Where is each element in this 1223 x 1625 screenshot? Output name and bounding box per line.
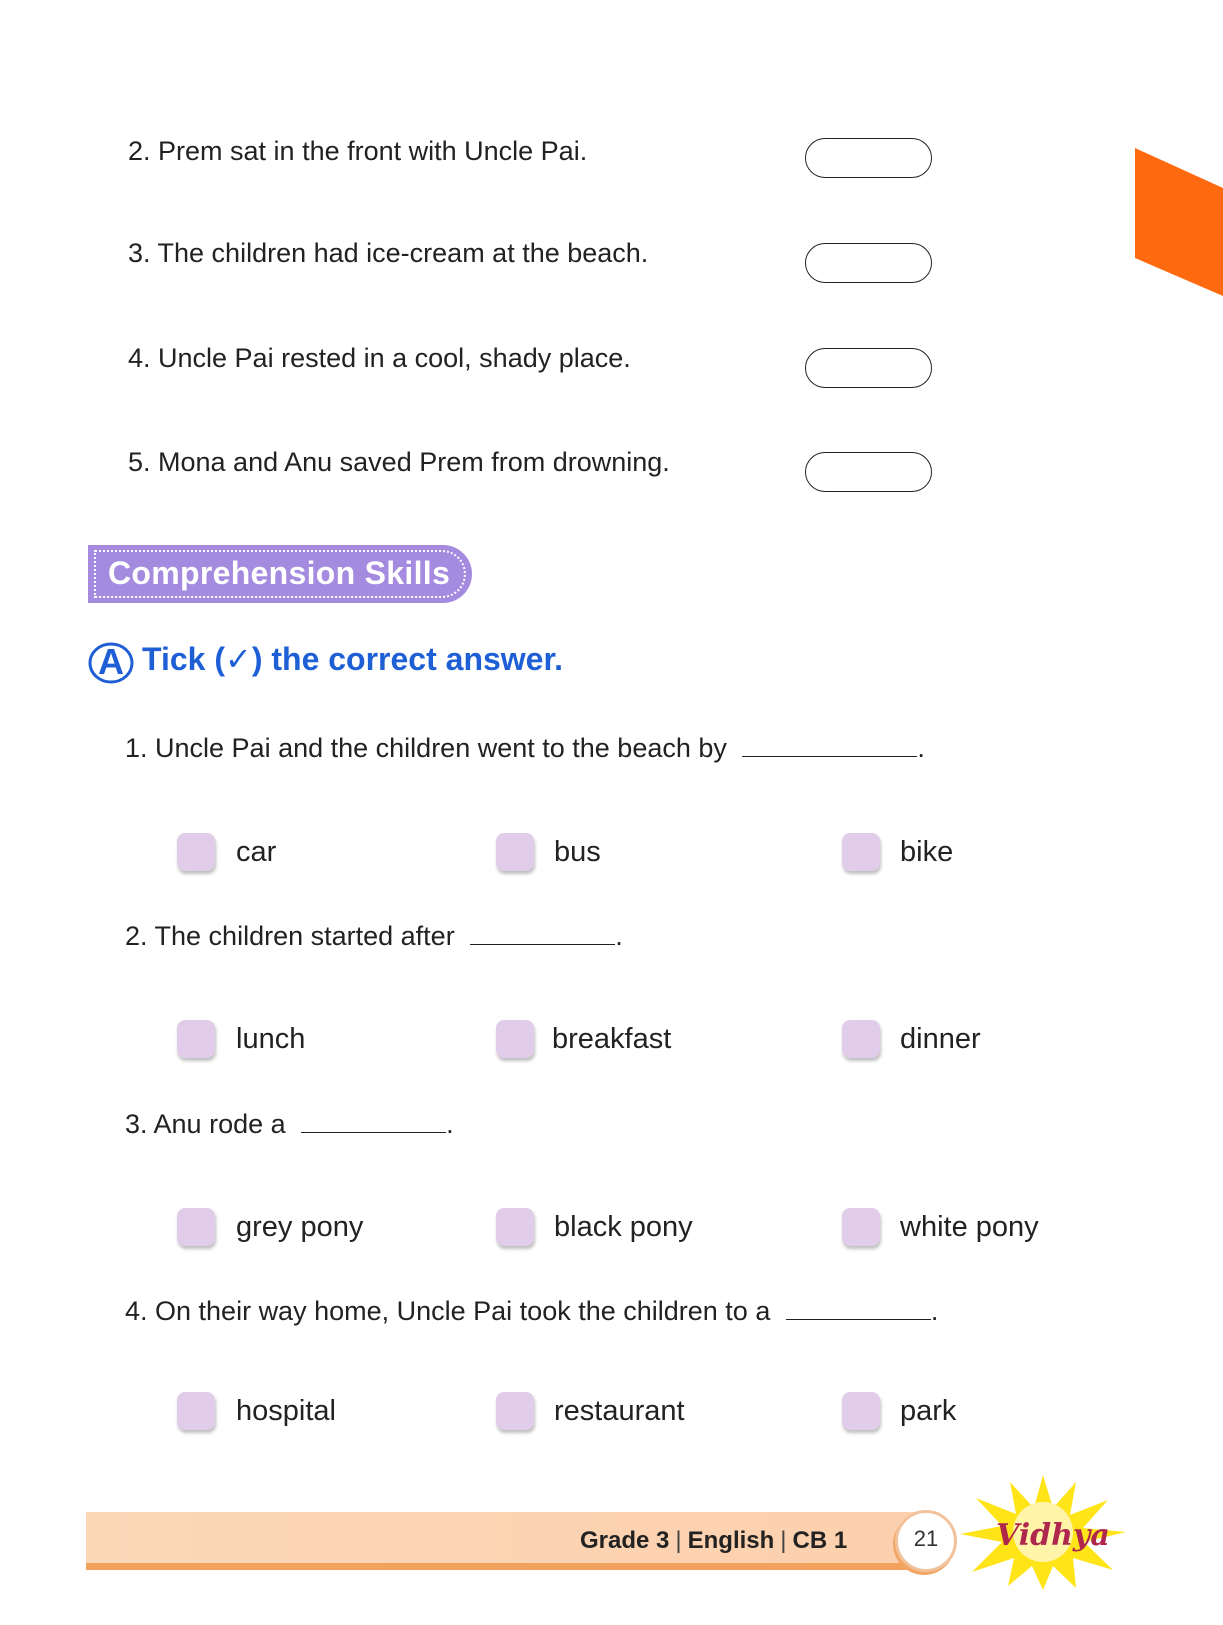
option-label: lunch [236, 1023, 306, 1055]
option-label: breakfast [552, 1023, 672, 1055]
question-2: 2. The children started after . [125, 921, 623, 951]
checkbox-restaurant[interactable] [496, 1392, 534, 1430]
statement-5: 5. Mona and Anu saved Prem from drowning. [128, 447, 670, 477]
svg-text:A: A [98, 641, 124, 682]
option-label: hospital [236, 1395, 336, 1427]
option-label: grey pony [236, 1211, 364, 1243]
checkbox-black-pony[interactable] [496, 1208, 534, 1246]
footer-subject: English [687, 1527, 775, 1554]
footer-stripe [86, 1563, 926, 1570]
checkbox-grey-pony[interactable] [177, 1208, 215, 1246]
option-label: park [900, 1395, 957, 1427]
orange-corner-tab [1135, 148, 1223, 296]
answer-blank [742, 734, 917, 757]
option-label: dinner [900, 1023, 981, 1055]
instruction-text: Tick (✓) the correct answer. [142, 641, 564, 677]
question-2-text: 2. The children started after [125, 921, 455, 951]
statement-4: 4. Uncle Pai rested in a cool, shady place. [128, 343, 631, 373]
statement-2: 2. Prem sat in the front with Uncle Pai. [128, 136, 588, 166]
question-3-text: 3. Anu rode a [125, 1109, 286, 1139]
option-label: car [236, 836, 277, 868]
option-label: bike [900, 836, 954, 868]
statement-3: 3. The children had ice-cream at the beach. [128, 238, 649, 268]
answer-box-5[interactable] [805, 452, 932, 492]
answer-blank [786, 1297, 931, 1320]
page-number-badge [895, 1510, 957, 1572]
footer-book: CB 1 [792, 1527, 848, 1554]
option-label: white pony [900, 1211, 1039, 1243]
checkbox-bus[interactable] [496, 833, 534, 871]
checkbox-hospital[interactable] [177, 1392, 215, 1430]
checkbox-breakfast[interactable] [496, 1020, 534, 1058]
page-number: 21 [913, 1526, 939, 1551]
answer-box-2[interactable] [805, 138, 932, 178]
checkbox-car[interactable] [177, 833, 215, 871]
checkbox-bike[interactable] [842, 833, 880, 871]
option-label: bus [554, 836, 601, 868]
question-1: 1. Uncle Pai and the children went to the beach by . [125, 733, 925, 763]
question-4: 4. On their way home, Uncle Pai took the children to a . [125, 1296, 939, 1326]
question-4-text: 4. On their way home, Uncle Pai took the children to a [125, 1296, 771, 1326]
answer-blank [470, 922, 615, 945]
exercise-letter-icon [88, 636, 134, 686]
footer-grade: Grade 3 [580, 1527, 670, 1554]
option-label: restaurant [554, 1395, 685, 1427]
answer-box-4[interactable] [805, 348, 932, 388]
checkbox-park[interactable] [842, 1392, 880, 1430]
answer-box-3[interactable] [805, 243, 932, 283]
section-title: Comprehension Skills [108, 555, 451, 591]
brand-logo-text: Vidhya [996, 1518, 1110, 1553]
section-header [88, 545, 472, 603]
checkbox-lunch[interactable] [177, 1020, 215, 1058]
question-3: 3. Anu rode a . [125, 1109, 454, 1139]
question-1-text: 1. Uncle Pai and the children went to the beach by [125, 733, 727, 763]
footer-info: Grade 3 | English | CB 1 [580, 1527, 848, 1554]
answer-blank [301, 1110, 446, 1133]
option-label: black pony [554, 1211, 693, 1243]
checkbox-white-pony[interactable] [842, 1208, 880, 1246]
checkbox-dinner[interactable] [842, 1020, 880, 1058]
